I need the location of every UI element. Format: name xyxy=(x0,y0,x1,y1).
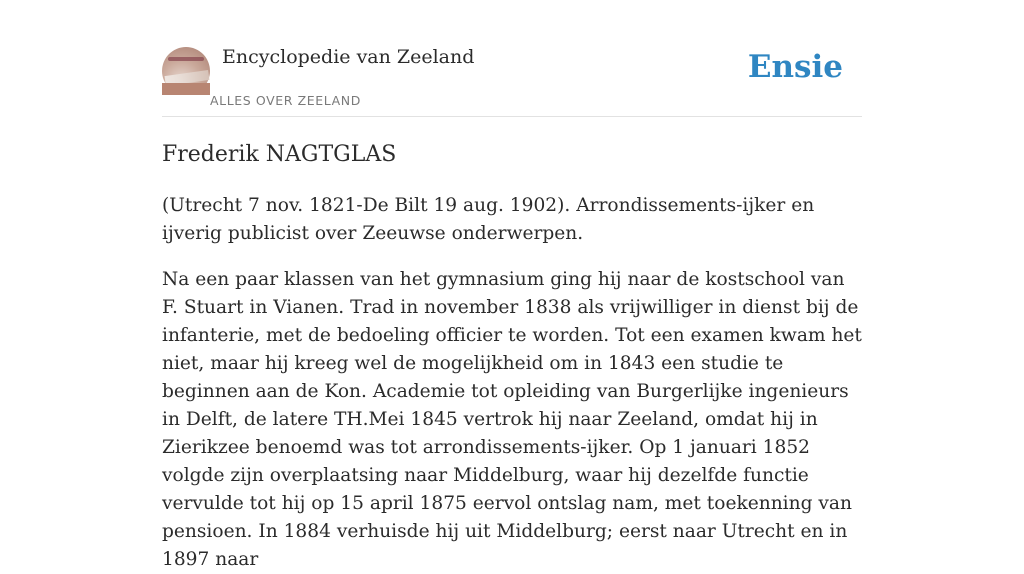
article-title: Frederik NAGTGLAS xyxy=(162,142,397,167)
brand-logo-link[interactable]: Ensie xyxy=(747,49,843,85)
article-paragraph: Na een paar klassen van het gymnasium ging hij naar de kostschool van F. Stuart in Vianen. Trad in november 1838 als vrijwilliger in dienst bij de infanterie, met de bedoeling officier te worden. Tot een examen kwam het niet, maar hij kreeg wel de mogelijkheid om in 1843 een studie te beginnen aan de Kon. Academie tot opleiding van Burgerlijke ingenieurs in Delft, de latere TH.Mei 1845 vertrok hij naar Zeeland, omdat hij in Zierikzee benoemd was tot arrondissements-ijker. Op 1 januari 1852 volgde zijn overplaatsing naar Middelburg, waar hij dezelfde functie vervulde tot hij op 15 april 1875 eervol ontslag nam, met toekenning van pensioen. In 1884 verhuisde hij uit Middelburg; eerst naar Utrecht en in 1897 naar xyxy=(162,269,862,570)
site-header xyxy=(162,45,862,117)
site-subtitle: ALLES OVER ZEELAND xyxy=(210,93,361,108)
avatar-detail xyxy=(162,83,210,95)
article xyxy=(162,138,866,574)
avatar-detail xyxy=(168,57,204,61)
article-paragraph: (Utrecht 7 nov. 1821-De Bilt 19 aug. 1902). Arrondissements-ijker en ijverig publicist over Zeeuwse onderwerpen. xyxy=(162,195,815,244)
site-title[interactable]: Encyclopedie van Zeeland xyxy=(222,46,475,68)
site-logo-avatar[interactable] xyxy=(162,47,210,95)
